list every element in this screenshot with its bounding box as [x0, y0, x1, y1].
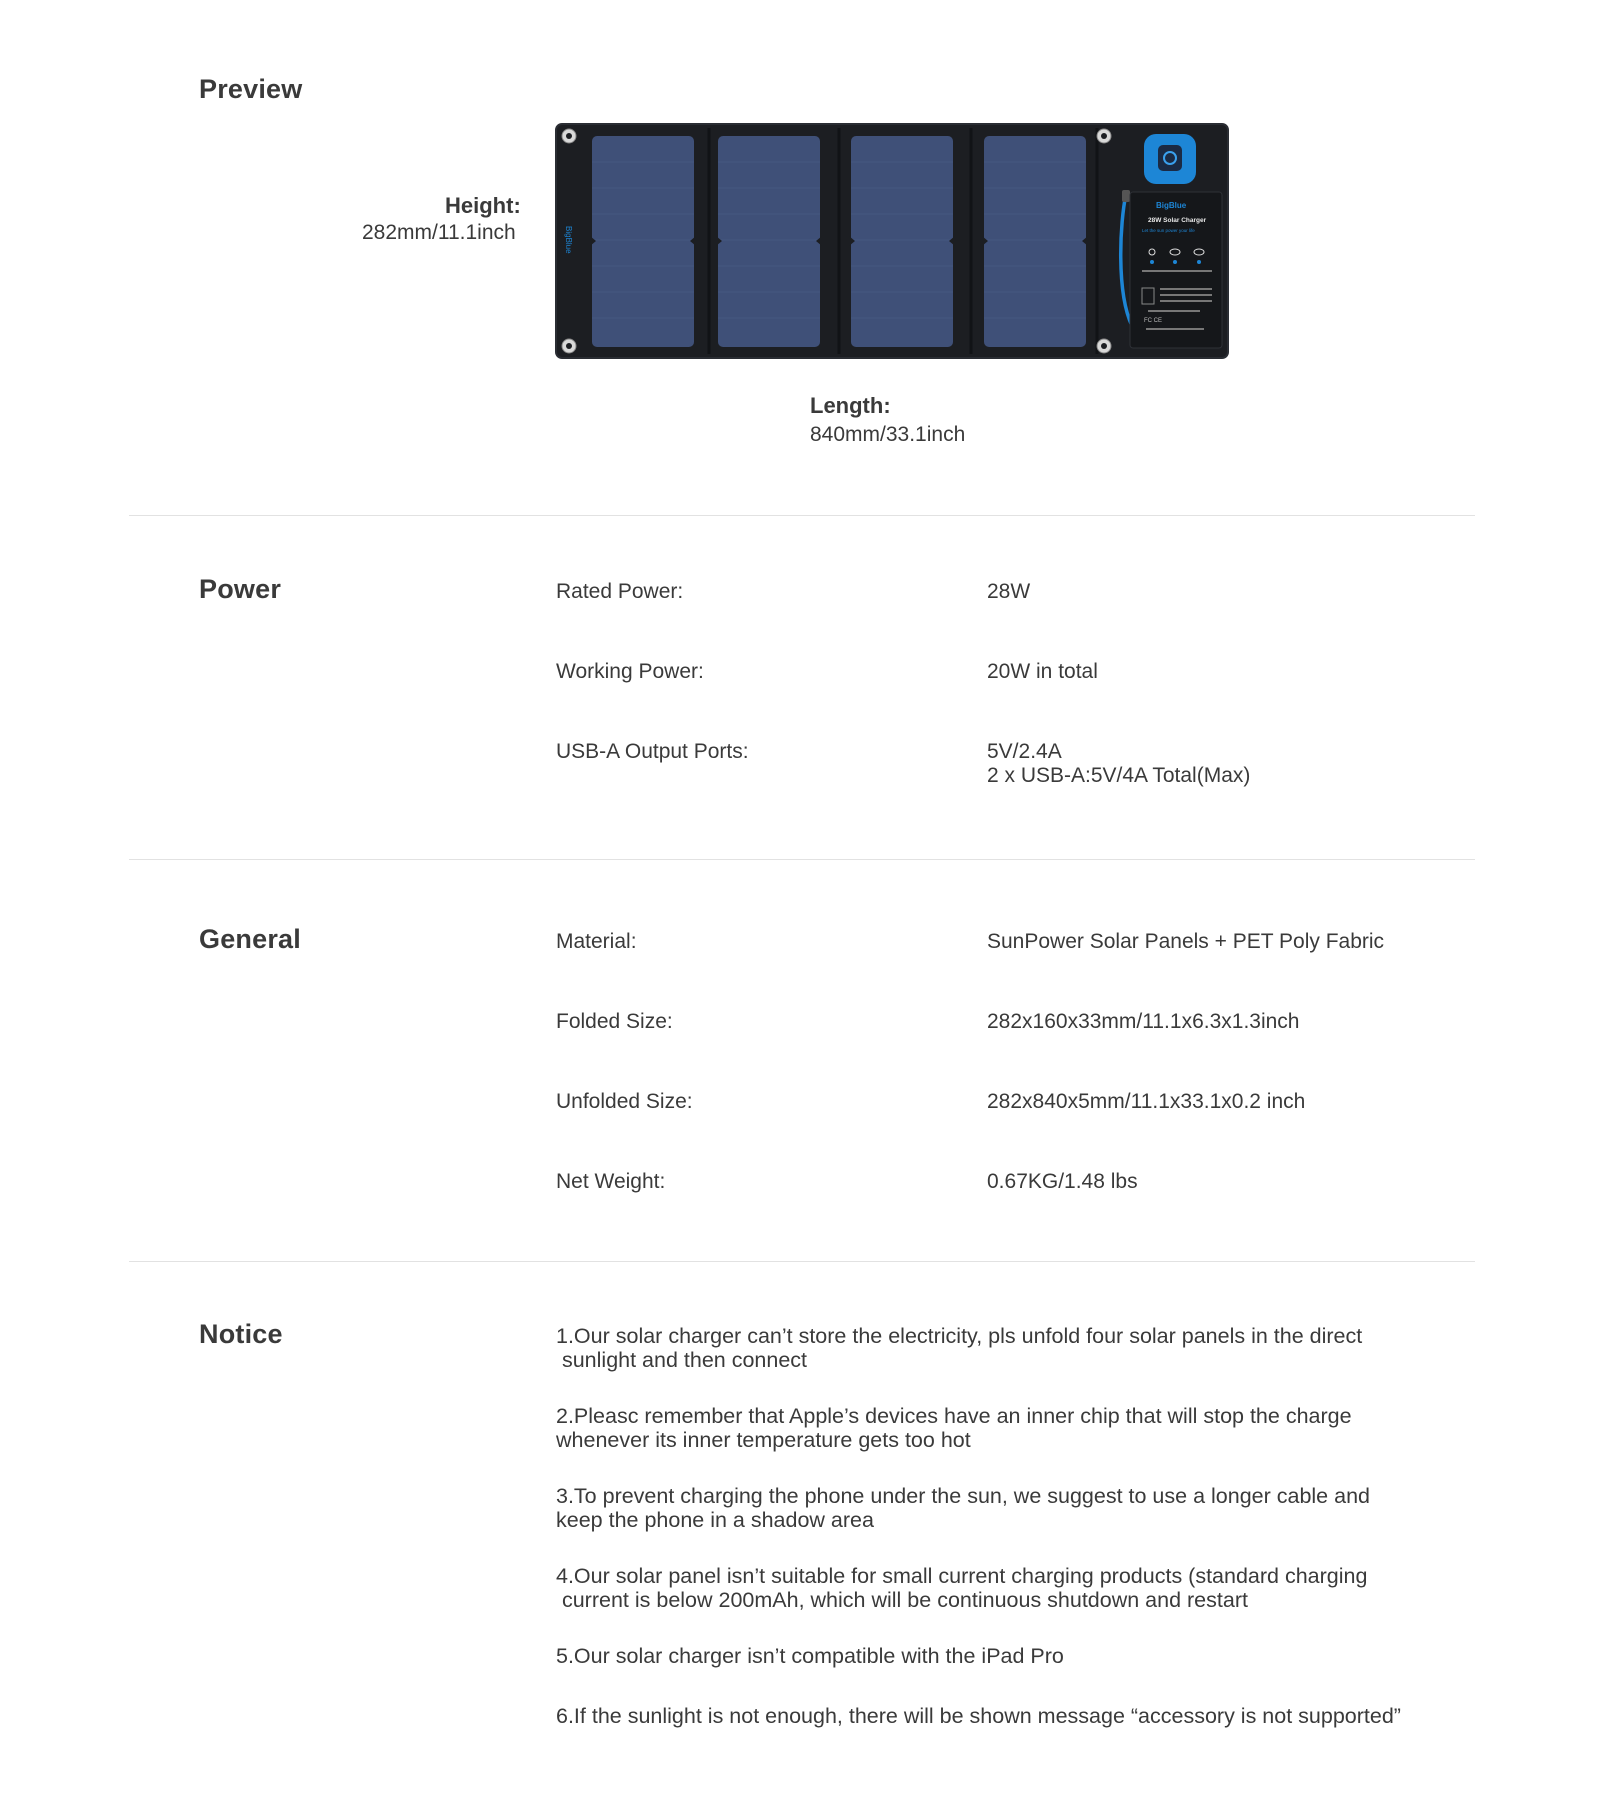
svg-text:FC CE: FC CE [1144, 318, 1162, 324]
notice-title: Notice [199, 1319, 283, 1349]
height-label: Height: [445, 193, 521, 218]
net-weight-value: 0.67KG/1.48 lbs [987, 1170, 1138, 1193]
material-value: SunPower Solar Panels + PET Poly Fabric [987, 930, 1385, 953]
height-value: 282mm/11.1inch [362, 221, 516, 244]
length-label: Length: [810, 393, 891, 418]
material-label: Material: [556, 930, 637, 953]
net-weight-label: Net Weight: [556, 1170, 666, 1193]
working-power-value: 20W in total [987, 660, 1098, 683]
rated-power-value: 28W [987, 580, 1031, 603]
unfolded-size-value: 282x840x5mm/11.1x33.1x0.2 inch [987, 1090, 1306, 1113]
notice-item-1: 1.Our solar charger can’t store the electricity, pls unfold four solar panels in the direct [556, 1324, 1363, 1348]
usb-output-value: 5V/2.4A [987, 740, 1062, 763]
notice-item-4-cont: current is below 200mAh, which will be continuous shutdown and restart [556, 1588, 1248, 1612]
notice-item-3: 3.To prevent charging the phone under the sun, we suggest to use a longer cable and [556, 1484, 1370, 1508]
notice-item-5: 5.Our solar charger isn’t compatible with the iPad Pro [556, 1644, 1064, 1668]
svg-text:BigBlue: BigBlue [564, 226, 573, 254]
rated-power-label: Rated Power: [556, 580, 684, 603]
folded-size-label: Folded Size: [556, 1010, 673, 1033]
divider [129, 1261, 1475, 1262]
brand-logo: BigBlue [1156, 201, 1187, 210]
notice-item-2-cont: whenever its inner temperature gets too hot [556, 1428, 971, 1452]
unfolded-size-label: Unfolded Size: [556, 1090, 693, 1113]
divider [129, 859, 1475, 860]
working-power-label: Working Power: [556, 660, 704, 683]
divider [129, 515, 1475, 516]
power-title: Power [199, 574, 282, 604]
notice-item-2: 2.Pleasc remember that Apple’s devices have an inner chip that will stop the charge [556, 1404, 1352, 1428]
preview-title: Preview [199, 74, 303, 104]
product-image [554, 122, 1230, 360]
notice-item-1-cont: sunlight and then connect [556, 1348, 808, 1372]
notice-item-6: 6.If the sunlight is not enough, there will be shown message “accessory is not supported” [556, 1704, 1401, 1728]
usb-output-value-total: 2 x USB-A:5V/4A Total(Max) [987, 764, 1251, 787]
notice-item-4: 4.Our solar panel isn’t suitable for small current charging products (standard charging [556, 1564, 1368, 1588]
length-value: 840mm/33.1inch [810, 423, 966, 446]
general-title: General [199, 924, 301, 954]
notice-item-3-cont: keep the phone in a shadow area [556, 1508, 874, 1532]
svg-text:Let the sun power your life: Let the sun power your life [1142, 228, 1195, 233]
svg-text:28W Solar Charger: 28W Solar Charger [1148, 217, 1207, 224]
folded-size-value: 282x160x33mm/11.1x6.3x1.3inch [987, 1010, 1300, 1033]
usb-output-label: USB-A Output Ports: [556, 740, 749, 763]
power-button-icon [1144, 134, 1196, 184]
